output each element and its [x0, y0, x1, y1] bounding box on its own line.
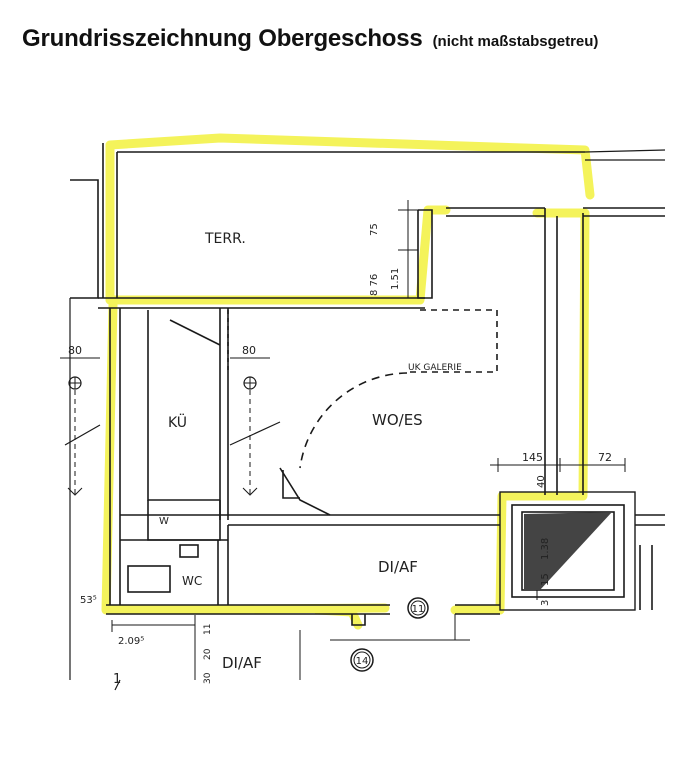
dim-15: 15	[540, 573, 551, 586]
label-corridor-lower: DI/AF	[222, 654, 262, 672]
label-gallery: UK GALERIE	[408, 363, 462, 373]
label-corridor: DI/AF	[378, 558, 418, 576]
highlight-terrace-outline	[110, 138, 590, 300]
shaft-wall-left	[545, 208, 557, 495]
marker-14-label: 14	[355, 656, 369, 667]
dim-138: 1.38	[540, 537, 551, 560]
dim-80-mid: 80	[242, 344, 256, 357]
dim-76: 8 76	[369, 273, 380, 296]
title-main: Grundrisszeichnung Obergeschoss	[22, 25, 423, 52]
left-outer-wall-top	[70, 180, 98, 298]
dim-80-left: 80	[68, 344, 82, 357]
corridor-north-wall	[120, 515, 500, 525]
label-wc: WC	[182, 574, 203, 588]
label-lower-fragment: 1	[113, 672, 122, 687]
title-note: (nicht maßstabsgetreu)	[432, 33, 599, 50]
dim-145: 145	[522, 451, 543, 464]
label-kitchen: KÜ	[168, 415, 188, 431]
dim-209: 2.09⁵	[118, 636, 145, 647]
dim-40: 40	[536, 475, 547, 488]
marker-11	[408, 598, 428, 618]
dim-30: 30	[203, 672, 213, 684]
dim-72: 72	[598, 451, 612, 464]
kitchen-counter	[148, 310, 220, 500]
dim-535: 53⁵	[80, 595, 97, 606]
label-living: WO/ES	[372, 411, 423, 429]
dim-75: 75	[369, 223, 380, 236]
marker-11-label: 11	[411, 604, 425, 615]
dim-151: 1.51	[390, 267, 401, 290]
label-wardrobe: W	[159, 516, 169, 527]
shaft-fill	[524, 512, 612, 590]
label-terrace: TERR.	[205, 231, 246, 247]
highlight-outline	[106, 138, 590, 625]
dim-3: 3	[540, 599, 551, 606]
marker-14	[351, 649, 373, 671]
dim-20: 20	[203, 648, 213, 660]
kitchen-wall	[220, 308, 228, 520]
dim-11: 11	[203, 623, 213, 635]
